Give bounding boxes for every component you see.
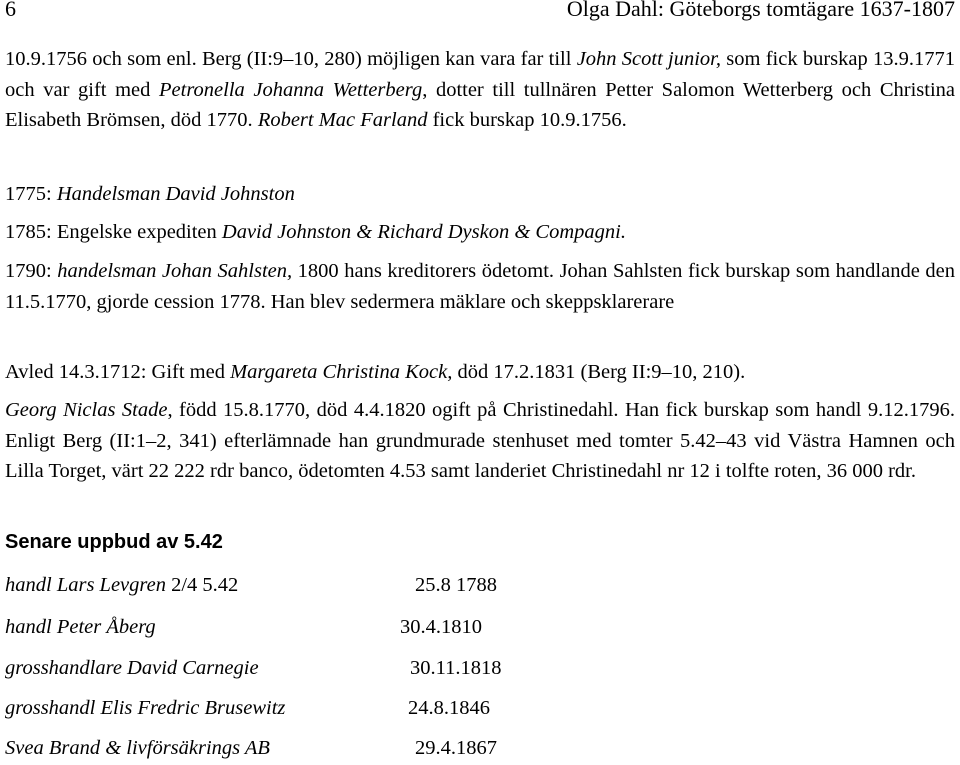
bid-holder: Svea Brand & livförsäkrings AB	[5, 737, 270, 759]
page-number: 6	[5, 0, 16, 21]
bid-date: 24.8.1846	[408, 697, 490, 719]
paragraph-1785	[5, 217, 955, 248]
person-name: John Scott junior,	[576, 48, 722, 70]
person-name: Robert Mac Farland	[257, 109, 428, 131]
text-span: 1790:	[5, 260, 58, 282]
bid-name	[5, 616, 156, 639]
text-span: 10.9.1756 och som enl. Berg (II:9–10, 280) möjligen kan vara far till	[5, 48, 577, 70]
list-item	[5, 657, 955, 685]
text-span: död 17.2.1831 (Berg II:9–10, 210).	[452, 361, 746, 383]
paragraph-1775	[5, 179, 955, 210]
bid-date: 25.8 1788	[415, 574, 497, 596]
text-span: Avled 14.3.1712: Gift med	[5, 361, 231, 383]
person-name: Petronella Johanna Wetterberg	[159, 78, 423, 101]
text-span: som fick burskap 13.9.1771 och var gift med	[5, 48, 955, 101]
bid-extra: 2/4 5.42	[165, 574, 239, 596]
page-header	[5, 0, 955, 26]
text-span: 1800 hans kreditorers ödetomt. Johan Sahlsten fick burskap som handlande den 11.5.1770, gjorde cession 1778. Han blev sedermera mäklare och skeppsklarerare	[5, 260, 955, 313]
bid-date: 30.11.1818	[410, 657, 502, 679]
bid-name	[5, 697, 285, 720]
bid-name	[5, 737, 270, 760]
paragraph-stade	[5, 395, 955, 487]
text-span: fick burskap 10.9.1756.	[427, 109, 627, 131]
person-name: Margareta Christina Kock,	[230, 361, 453, 383]
list-item	[5, 737, 955, 765]
bid-name	[5, 657, 259, 680]
bid-name	[5, 574, 238, 597]
text-span: 1785: Engelske expediten	[5, 221, 222, 243]
paragraph-scott-farland	[5, 44, 955, 136]
paragraph-avled	[5, 357, 955, 388]
section-heading: Senare uppbud av 5.42	[5, 531, 223, 553]
text-span: 1775:	[5, 183, 57, 205]
person-name: Handelsman David Johnston	[56, 183, 295, 205]
person-name: Georg Niclas Stade	[5, 399, 168, 421]
person-name: handelsman Johan Sahlsten,	[57, 260, 293, 282]
bid-holder: handl Peter Åberg	[5, 616, 156, 638]
text-span: , dotter till tullnären Petter Salomon Wetterberg och Christina Elisabeth Brömsen, död 1770.	[5, 78, 955, 131]
paragraph-1790	[5, 256, 955, 317]
text-span: , född 15.8.1770, död 4.4.1820 ogift på Christinedahl. Han fick burskap som handl 9.12.1796. Enligt Berg (II:1–2, 341) efterlämnade han grundmurade stenhuset med tomter 5.42–43 vid Västra Hamnen och Lilla Torget, värt 22 222 rdr banco, ödetomten 4.53 samt landeriet Christinedahl nr 12 i tolfte roten, 36 000 rdr.	[5, 399, 955, 482]
list-item	[5, 697, 955, 725]
running-title: Olga Dahl: Göteborgs tomtägare 1637-1807	[566, 0, 955, 21]
company-name: David Johnston & Richard Dyskon & Compagni.	[221, 221, 626, 243]
bid-date: 30.4.1810	[400, 616, 482, 638]
bid-holder: grosshandl Elis Fredric Brusewitz	[5, 697, 286, 719]
bid-holder: handl Lars Levgren	[5, 574, 166, 596]
bid-holder: grosshandlare David Carnegie	[5, 657, 259, 679]
list-item	[5, 574, 955, 602]
bid-date: 29.4.1867	[415, 737, 497, 759]
list-item	[5, 616, 955, 644]
